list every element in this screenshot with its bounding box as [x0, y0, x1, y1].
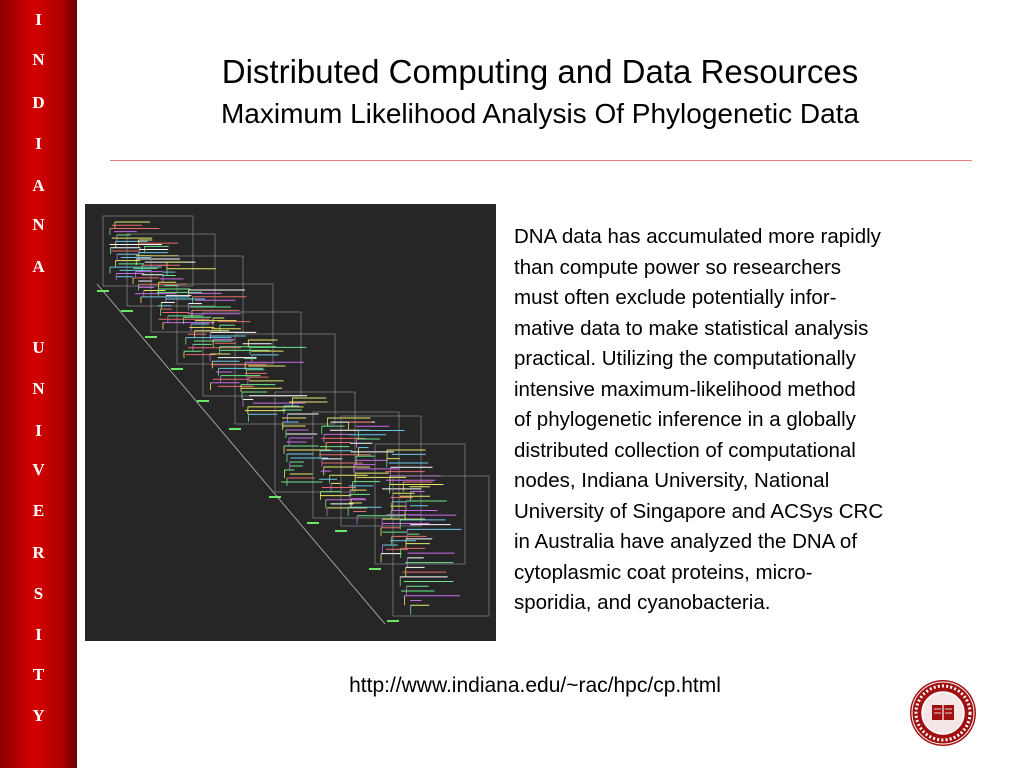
phylogenetic-tree-image: [85, 204, 496, 641]
sidebar-letter: S: [33, 584, 44, 603]
body-line: in Australia have analyzed the DNA of: [514, 530, 858, 553]
sidebar-letter: D: [32, 93, 45, 112]
sidebar-letter: I: [35, 10, 42, 29]
body-line: sporidia, and cyanobacteria.: [514, 591, 771, 614]
sidebar-letter: N: [32, 50, 45, 69]
body-line: intensive maximum-likelihood method: [514, 377, 856, 401]
sidebar-letter: A: [32, 257, 45, 276]
sidebar-letter: A: [32, 176, 45, 195]
sidebar-letter: Y: [32, 706, 45, 725]
sidebar-letter: N: [32, 379, 45, 398]
sidebar-university-banner: [0, 0, 77, 768]
phylogenetic-tree-visualization: [85, 204, 496, 641]
sidebar-letter: I: [35, 421, 42, 440]
body-line: of phylogenetic inference in a globally: [514, 408, 856, 431]
body-line: mative data to make statistical analysis: [514, 316, 869, 340]
sidebar-letter: R: [32, 543, 45, 562]
title-divider: [110, 160, 972, 161]
sidebar-letter: V: [32, 460, 45, 479]
slide-subtitle: Maximum Likelihood Analysis Of Phylogenetic Data: [220, 98, 860, 129]
sidebar-letter: E: [32, 501, 45, 520]
indiana-university-seal-icon: [908, 678, 978, 748]
body-line: than compute power so researchers: [514, 255, 842, 279]
body-paragraph: [514, 222, 984, 619]
body-line: distributed collection of computational: [514, 438, 856, 462]
body-line: practical. Utilizing the computationally: [514, 347, 856, 370]
sidebar-letter: U: [32, 338, 45, 357]
body-line: DNA data has accumulated more rapidly: [514, 225, 881, 248]
sidebar-letter: N: [32, 215, 45, 234]
reference-link[interactable]: http://www.indiana.edu/~rac/hpc/cp.html: [349, 674, 721, 697]
body-line: cytoplasmic coat proteins, micro-: [514, 560, 813, 584]
sidebar-letter: I: [35, 625, 42, 644]
body-line: University of Singapore and ACSys CRC: [514, 499, 884, 523]
sidebar-letter: T: [32, 665, 45, 684]
slide-title: Distributed Computing and Data Resources: [221, 53, 859, 90]
sidebar-letter: I: [35, 134, 42, 153]
body-line: must often exclude potentially infor-: [514, 286, 837, 309]
body-line: nodes, Indiana University, National: [514, 469, 830, 492]
